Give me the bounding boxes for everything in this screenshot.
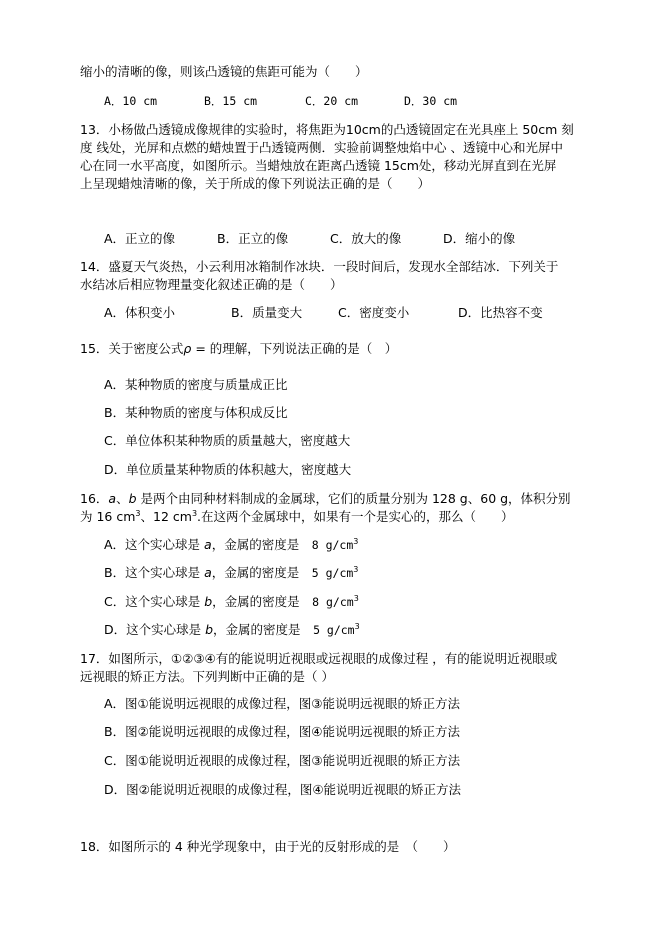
q16-option-ball: a xyxy=(204,565,212,580)
q16-option-value: 8 g/cm xyxy=(311,538,354,552)
q16-option-mid: ，金属的密度是 xyxy=(212,594,313,609)
q13-stem-line3: 心在同一水平高度，如图所示。当蜡烛放在距离凸透镜 15cm处，移动光屏直到在光屏 xyxy=(80,158,557,173)
q16-option-value: 8 g/cm xyxy=(312,595,354,609)
q14-stem-line2: 水结冰后相应物理量变化叙述正确的是（ ） xyxy=(80,277,343,292)
q16-cube-sup: 3 xyxy=(353,594,359,603)
q16-volume-a: 为 16 cm xyxy=(80,509,136,524)
q13-option-b[interactable]: B．正立的像 xyxy=(217,231,289,246)
q15-stem-suffix: = 的理解，下列说法正确的是（ ） xyxy=(191,341,398,356)
q16-option-label: B．这个实心球是 xyxy=(104,565,205,580)
q15-option-b[interactable]: B．某种物质的密度与体积成反比 xyxy=(104,405,288,420)
q16-volume-b: 、12 cm xyxy=(140,509,192,524)
q17-stem-line1: 17．如图所示，①②③④有的能说明近视眼或远视眼的成像过程 ，有的能说明近视眼或 xyxy=(80,651,558,666)
q16-option-value: 5 g/cm xyxy=(313,623,355,637)
q14-option-b[interactable]: B．质量变大 xyxy=(231,305,303,320)
q16-option-c[interactable] xyxy=(104,594,359,610)
q16-cube-sup: 3 xyxy=(135,509,141,518)
q15-stem-prefix: 15．关于密度公式 xyxy=(80,341,184,356)
q13-stem-line2: 度 线处，光屏和点燃的蜡烛置于凸透镜两侧．实验前调整烛焰中心 、透镜中心和光屏中 xyxy=(80,140,563,155)
q16-number: 16． xyxy=(80,491,109,506)
q16-cube-sup: 3 xyxy=(353,537,359,546)
q14-option-c[interactable]: C．密度变小 xyxy=(338,305,410,320)
q16-option-mid: ，金属的密度是 xyxy=(211,537,312,552)
q12-option-b[interactable]: B．15 cm xyxy=(204,94,258,108)
q14-stem-line1: 14．盛夏天气炎热，小云利用冰箱制作冰块．一段时间后，发现水全部结冰．下列关于 xyxy=(80,259,559,274)
q16-stem-line1 xyxy=(80,491,571,507)
q17-option-b[interactable]: B．图②能说明远视眼的成像过程，图④能说明远视眼的矫正方法 xyxy=(104,724,460,739)
q16-option-d[interactable] xyxy=(104,622,360,638)
q16-ball-a: a xyxy=(108,491,117,506)
q16-option-label: A．这个实心球是 xyxy=(104,537,205,552)
q16-cube-sup: 3 xyxy=(353,565,359,574)
q13-stem-line1: 13．小杨做凸透镜成像规律的实验时，将焦距为10cm的凸透镜固定在光具座上 50cm 刻 xyxy=(80,122,574,137)
q18-stem: 18．如图所示的 4 种光学现象中，由于光的反射形成的是 （ ） xyxy=(80,839,456,854)
q15-rho-symbol: ρ xyxy=(183,341,192,356)
q13-stem-line4: 上呈现蜡烛清晰的像，关于所成的像下列说法正确的是（ ） xyxy=(80,176,431,191)
q16-option-value: 5 g/cm xyxy=(311,566,354,580)
q16-option-a[interactable] xyxy=(104,537,358,553)
q16-option-label: C．这个实心球是 xyxy=(104,594,205,609)
q16-stem-tail: .在这两个金属球中，如果有一个是实心的，那么（ ） xyxy=(197,509,514,524)
q17-option-c[interactable]: C．图①能说明近视眼的成像过程，图③能说明近视眼的矫正方法 xyxy=(104,753,461,768)
q16-stem-line2 xyxy=(80,509,514,525)
q16-option-label: D．这个实心球是 xyxy=(104,622,206,637)
q16-option-ball: b xyxy=(204,594,213,609)
q16-separator: 、 xyxy=(116,491,129,506)
q15-option-a[interactable]: A．某种物质的密度与质量成正比 xyxy=(104,377,288,392)
q16-option-ball: a xyxy=(204,537,212,552)
q17-option-a[interactable]: A．图①能说明远视眼的成像过程，图③能说明远视眼的矫正方法 xyxy=(104,696,460,711)
q16-option-mid: ，金属的密度是 xyxy=(213,622,314,637)
q16-cube-sup: 3 xyxy=(354,622,360,631)
q13-option-a[interactable]: A．正立的像 xyxy=(104,231,176,246)
q13-option-d[interactable]: D．缩小的像 xyxy=(443,231,516,246)
q15-option-d[interactable]: D．单位质量某种物质的体积越大，密度越大 xyxy=(104,462,352,477)
q12-option-a[interactable]: A．10 cm xyxy=(104,94,158,108)
q15-option-c[interactable]: C．单位体积某种物质的质量越大，密度越大 xyxy=(104,433,351,448)
q16-option-ball: b xyxy=(205,622,214,637)
q16-option-mid: ，金属的密度是 xyxy=(211,565,312,580)
q15-stem xyxy=(80,341,397,357)
q14-option-a[interactable]: A．体积变小 xyxy=(104,305,176,320)
q12-stem: 缩小的清晰的像，则该凸透镜的焦距可能为（ ） xyxy=(80,64,368,79)
q13-option-c[interactable]: C．放大的像 xyxy=(330,231,402,246)
q16-cube-sup: 3 xyxy=(191,509,198,518)
q17-option-d[interactable]: D．图②能说明近视眼的成像过程，图④能说明近视眼的矫正方法 xyxy=(104,782,462,797)
q16-stem-rest: 是两个由同种材料制成的金属球，它们的质量分别为 128 g、60 g，体积分别 xyxy=(136,491,571,506)
q12-option-c[interactable]: C．20 cm xyxy=(305,94,359,108)
q16-option-b[interactable] xyxy=(104,565,358,581)
q12-option-d[interactable]: D．30 cm xyxy=(404,94,458,108)
q14-option-d[interactable]: D．比热容不变 xyxy=(458,305,543,320)
q16-ball-b: b xyxy=(128,491,137,506)
q17-stem-line2: 远视眼的矫正方法。下列判断中正确的是（ ） xyxy=(80,669,334,684)
